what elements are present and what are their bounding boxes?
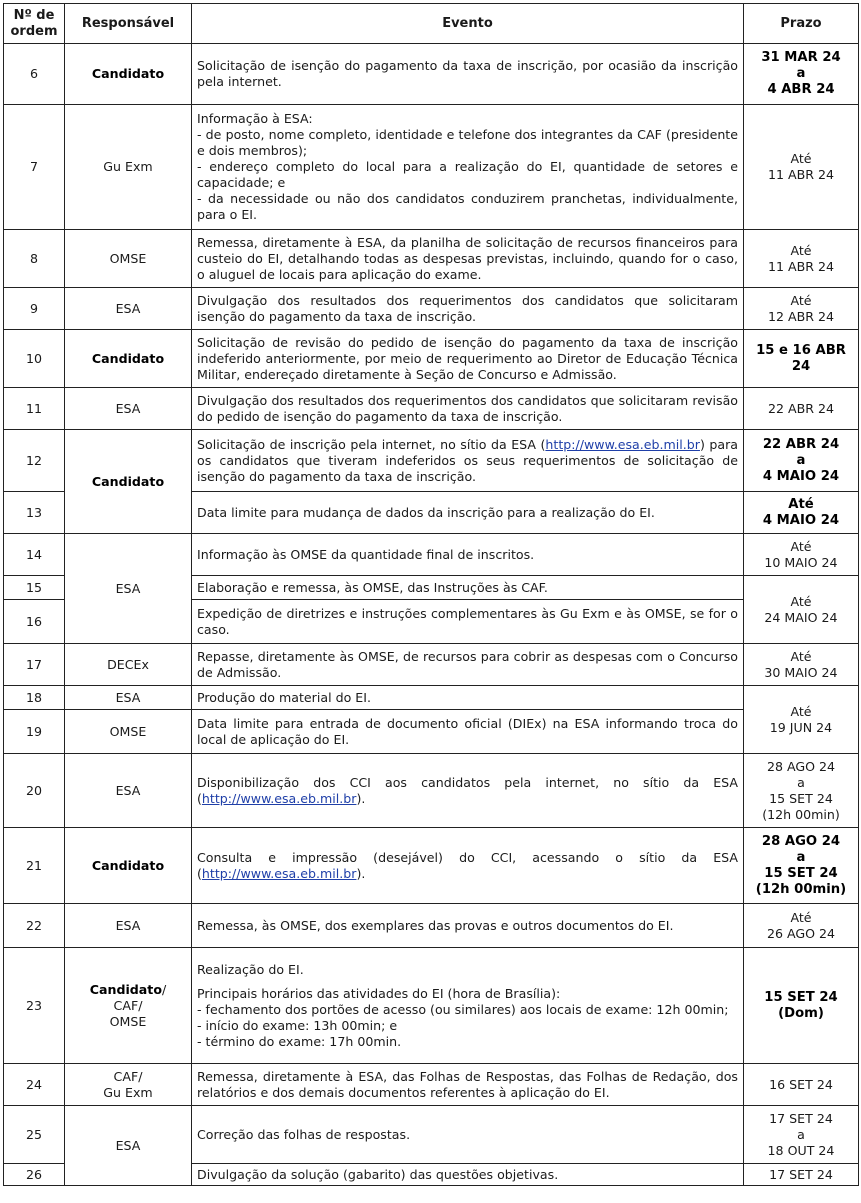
order-number: 23 [4,948,65,1064]
order-number: 16 [4,600,65,644]
event-text: Expedição de diretrizes e instruções complementares às Gu Exm e às OMSE, se for o caso. [192,600,744,644]
deadline-line: 15 SET 24 [764,865,838,881]
event-text: Divulgação dos resultados dos requerimentos dos candidatos que solicitaram isenção do pagamento da taxa de inscrição. [192,288,744,330]
order-number: 9 [4,288,65,330]
responsible-part: Candidato [89,981,162,997]
table-row [4,1106,859,1164]
deadline [744,828,859,904]
event-text: Remessa, diretamente à ESA, das Folhas de Respostas, das Folhas de Redação, dos relatórios e dos demais documentos referentes à aplicação do EI. [192,1064,744,1106]
deadline [744,534,859,576]
table-row [4,330,859,388]
responsible: Candidato [65,828,192,904]
responsible-part: OMSE [109,1013,147,1029]
table-row [4,430,859,492]
deadline-line: 24 MAIO 24 [764,609,838,625]
event-text: Remessa, diretamente à ESA, da planilha de solicitação de recursos financeiros para custeio do EI, detalhando todas as despesas previstas, incluindo, quando for o caso, o aluguel de locais para aplicação do exame. [192,230,744,288]
deadline-line: 18 OUT 24 [767,1142,835,1158]
header-num-line1: Nº de [13,7,55,23]
order-number: 14 [4,534,65,576]
event-line: - término do exame: 17h 00min. [197,1033,402,1049]
deadline [744,754,859,828]
responsible-part: / [161,981,167,997]
event-text-part: Solicitação de inscrição pela internet, no sítio da ESA ( [197,436,546,452]
order-number: 20 [4,754,65,828]
order-number: 26 [4,1164,65,1186]
order-number: 15 [4,576,65,600]
deadline-line: 31 MAR 24 [761,50,841,65]
header-prazo: Prazo [744,4,859,44]
deadline-line: a [796,452,806,468]
esa-website-link[interactable]: http://www.esa.eb.mil.br [201,865,357,881]
responsible [65,1064,192,1106]
deadline: 16 SET 24 [744,1064,859,1106]
responsible: Candidato [65,44,192,105]
table-row [4,686,859,710]
event-text: Produção do material do EI. [192,686,744,710]
deadline-line: 26 AGO 24 [766,925,836,941]
deadline-line: 17 SET 24 [769,1110,833,1126]
event-line: - da necessidade ou não dos candidatos conduzirem pranchetas, individualmente, para o EI. [197,191,738,222]
responsible-part: CAF/ [113,997,143,1013]
deadline [744,105,859,230]
header-num-line2: ordem [10,23,58,39]
deadline-line: 4 ABR 24 [767,82,835,97]
event-text-part: ). [356,790,366,806]
deadline-line: a [797,1126,805,1142]
deadline-line: 15 SET 24 [764,989,838,1005]
event-text-part: ) para os candidatos que tiveram indeferidos os seus requerimentos de solicitação de isenção do pagamento da taxa de inscrição. [197,436,738,484]
event-text: Solicitação de revisão do pedido de isenção do pagamento da taxa de inscrição indeferido anteriormente, por meio de requerimento ao Diretor de Educação Técnica Militar, endereçado diretamente à Seção de Concurso e Admissão. [192,330,744,388]
deadline-line: 28 AGO 24 [766,758,836,774]
deadline-line: 4 MAIO 24 [762,468,840,484]
responsible: Candidato [65,330,192,388]
order-number: 22 [4,904,65,948]
event-text [192,828,744,904]
responsible [65,948,192,1064]
deadline-line: a [797,774,805,790]
deadline-line: Até [788,496,814,512]
responsible: OMSE [65,710,192,754]
deadline-line: 12 ABR 24 [767,308,835,324]
event-text: Elaboração e remessa, às OMSE, das Instruções às CAF. [192,576,744,600]
responsible: ESA [65,388,192,430]
table-row [4,710,859,754]
deadline-line: Até [790,242,812,258]
table-row [4,904,859,948]
deadline [744,948,859,1064]
table-row [4,644,859,686]
table-row [4,288,859,330]
event-text [192,430,744,492]
event-text-part: Disponibilização dos CCI aos candidatos pela internet, no sítio da ESA ( [197,774,738,806]
responsible-part: CAF/ [113,1068,143,1084]
table-row [4,534,859,576]
deadline: 17 SET 24 [744,1164,859,1186]
deadline [744,44,859,105]
esa-website-link[interactable]: http://www.esa.eb.mil.br [201,790,357,806]
event-text: Remessa, às OMSE, dos exemplares das provas e outros documentos do EI. [192,904,744,948]
event-text: Data limite para entrada de documento oficial (DIEx) na ESA informando troca do local de aplicação do EI. [192,710,744,754]
order-number: 25 [4,1106,65,1164]
order-number: 18 [4,686,65,710]
deadline [744,644,859,686]
responsible: ESA [65,288,192,330]
deadline-line: Até [790,292,812,308]
deadline-line: 11 ABR 24 [767,258,835,274]
spacer [197,978,738,986]
event-line: - fechamento dos portões de acesso (ou similares) aos locais de exame: 12h 00min; [197,1001,729,1017]
deadline [744,492,859,534]
table-row [4,44,859,105]
header-row [4,4,859,44]
order-number: 10 [4,330,65,388]
esa-website-link[interactable]: http://www.esa.eb.mil.br [545,436,700,452]
responsible: ESA [65,1106,192,1186]
event-text: Divulgação da solução (gabarito) das questões objetivas. [192,1164,744,1186]
event-text: Correção das folhas de respostas. [192,1106,744,1164]
order-number: 6 [4,44,65,105]
event-line: Principais horários das atividades do EI (hora de Brasília): [197,985,561,1001]
table-row [4,105,859,230]
deadline-line: (Dom) [778,1005,824,1021]
event-text [192,948,744,1064]
header-evento: Evento [192,4,744,44]
event-line: - de posto, nome completo, identidade e telefone dos integrantes da CAF (presidente e dois membros); [197,127,738,158]
deadline-line: a [796,849,806,865]
responsible: DECEx [65,644,192,686]
event-text [192,754,744,828]
order-number: 12 [4,430,65,492]
deadline-line: a [796,66,806,81]
deadline-line: 30 MAIO 24 [764,664,838,680]
order-number: 13 [4,492,65,534]
deadline-line: Até [790,909,812,925]
deadline: 15 e 16 ABR 24 [744,330,859,388]
deadline [744,1106,859,1164]
responsible: OMSE [65,230,192,288]
header-num [4,4,65,44]
deadline [744,288,859,330]
order-number: 17 [4,644,65,686]
table-row [4,754,859,828]
order-number: 7 [4,105,65,230]
deadline-line: Até [790,593,812,609]
deadline-line: (12h 00min) [755,881,847,897]
responsible: Gu Exm [65,105,192,230]
deadline-line: Até [790,703,812,719]
event-line: - início do exame: 13h 00min; e [197,1017,398,1033]
table-row [4,948,859,1064]
deadline [744,904,859,948]
order-number: 24 [4,1064,65,1106]
event-line: Informação à ESA: [197,111,313,126]
deadline-line: (12h 00min) [762,806,840,822]
table-row [4,1064,859,1106]
deadline: 22 ABR 24 [744,388,859,430]
event-text: Repasse, diretamente às OMSE, de recursos para cobrir as despesas com o Concurso de Admissão. [192,644,744,686]
event-line: - endereço completo do local para a realização do EI, quantidade de setores e capacidade; e [197,159,738,190]
order-number: 8 [4,230,65,288]
responsible: ESA [65,534,192,644]
deadline-line: Até [790,648,812,664]
deadline-line: 11 ABR 24 [767,167,835,182]
responsible: ESA [65,754,192,828]
deadline-line: Até [790,538,812,554]
deadline-line: Até [790,151,812,166]
schedule-table [3,3,859,1186]
deadline [744,576,859,644]
deadline-line: 19 JUN 24 [769,719,833,735]
deadline-line: 4 MAIO 24 [762,512,840,528]
event-text: Data limite para mudança de dados da inscrição para a realização do EI. [192,492,744,534]
event-text-part: Consulta e impressão (desejável) do CCI, acessando o sítio da ESA ( [197,849,738,881]
responsible: Candidato [65,430,192,534]
responsible: ESA [65,904,192,948]
responsible: ESA [65,686,192,710]
event-text: Solicitação de isenção do pagamento da taxa de inscrição, por ocasião da inscrição pela internet. [192,44,744,105]
event-line: Realização do EI. [197,961,304,977]
deadline [744,230,859,288]
table-row [4,388,859,430]
deadline-line: 15 SET 24 [769,790,833,806]
table-row [4,828,859,904]
event-text-part: ). [356,865,366,881]
order-number: 11 [4,388,65,430]
table-row [4,230,859,288]
deadline [744,430,859,492]
event-text [192,105,744,230]
order-number: 21 [4,828,65,904]
order-number: 19 [4,710,65,754]
deadline-line: 10 MAIO 24 [764,554,838,570]
header-responsavel: Responsável [65,4,192,44]
event-text: Divulgação dos resultados dos requerimentos dos candidatos que solicitaram revisão do pedido de isenção do pagamento da taxa de inscrição. [192,388,744,430]
deadline-line: 28 AGO 24 [761,833,841,849]
event-text: Informação às OMSE da quantidade final de inscritos. [192,534,744,576]
deadline [744,686,859,754]
deadline-line: 22 ABR 24 [762,436,840,452]
responsible-part: Gu Exm [103,1084,153,1100]
